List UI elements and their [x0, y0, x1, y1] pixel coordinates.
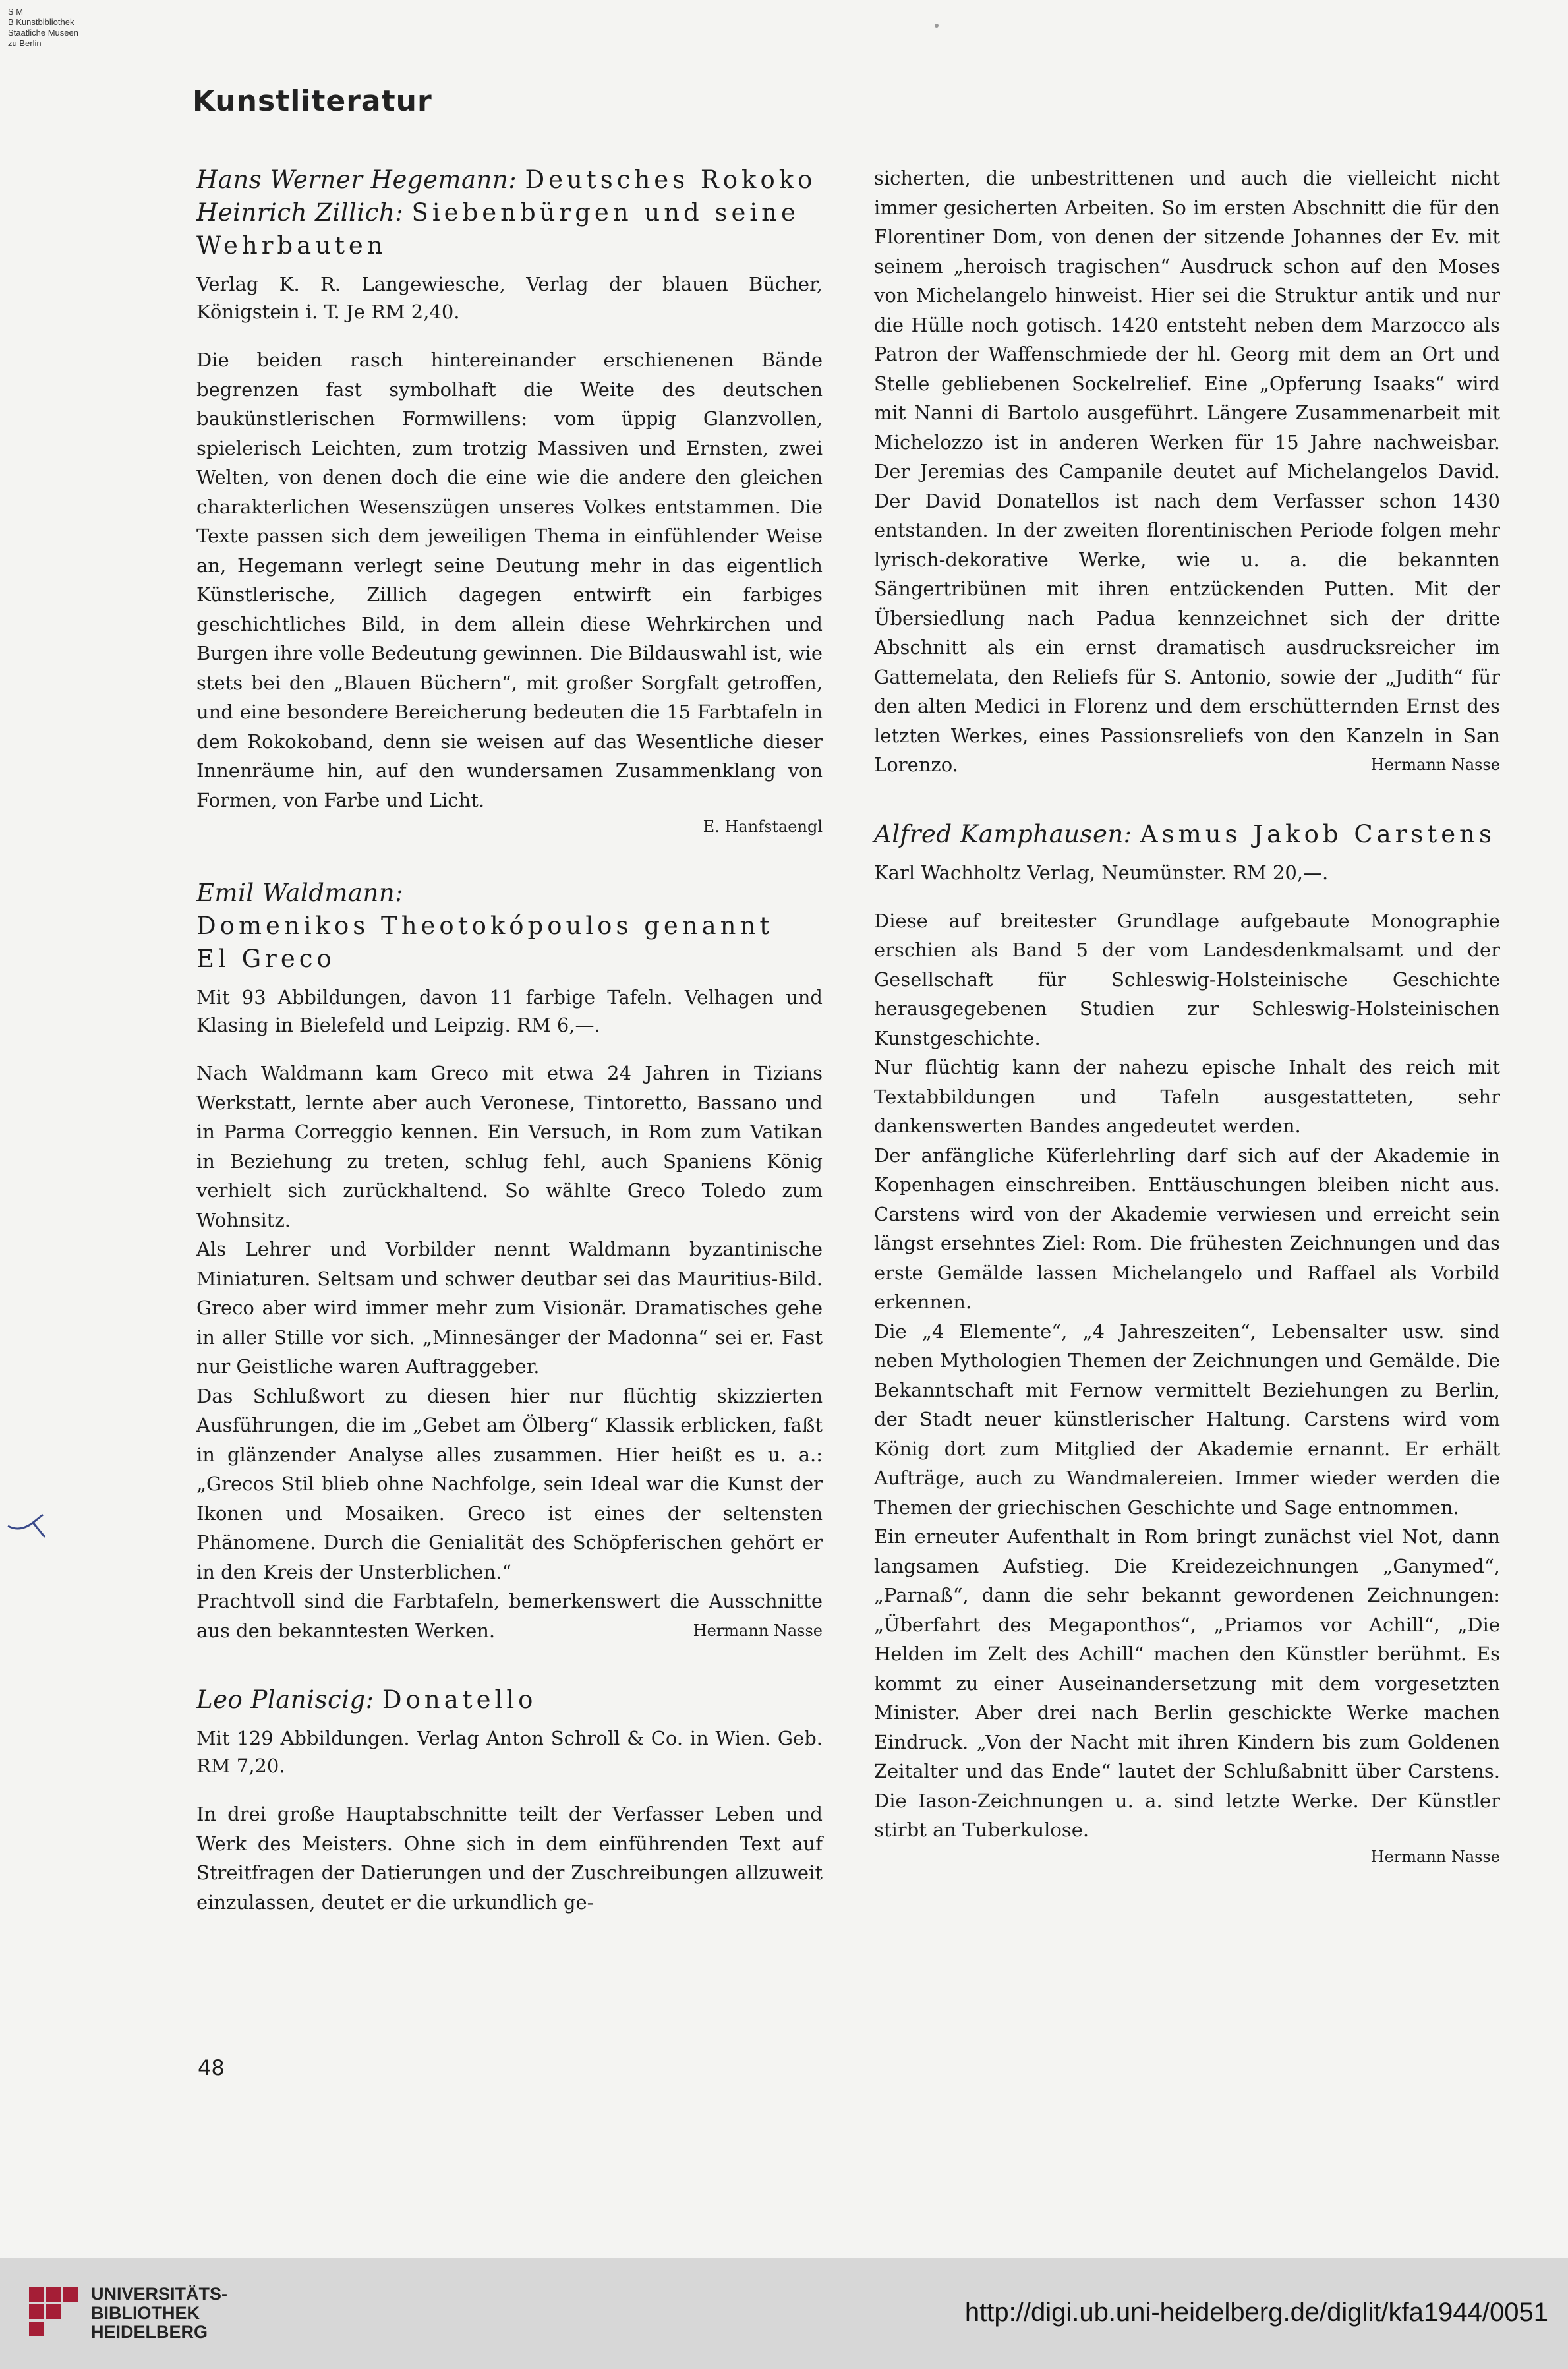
logo-square: [29, 2322, 44, 2336]
review-signature: Hermann Nasse: [1370, 1847, 1500, 1866]
right-column: [874, 163, 1500, 1907]
logo-square: [46, 2287, 61, 2302]
stamp-line: S M: [8, 7, 24, 16]
review-title: Domenikos Theotokópoulos genannt: [196, 912, 774, 940]
stamp-line: Staatliche Museen: [8, 28, 78, 38]
review-title: El Greco: [196, 945, 335, 973]
university-library-logo-icon: [26, 2285, 82, 2340]
logo-square: [46, 2304, 61, 2319]
library-name: [91, 2285, 227, 2342]
review-text: sicherten, die unbestrittenen und auch die vielleicht nicht immer gesicherten Arbeiten. So im ersten Abschnitt die für den Florentiner Dom, von denen der sitzende Johannes der Ev. mit seinem „heroisch tragischen“ Ausdruck schon auf den Moses von Michelangelo hinweist. Hier sei die Struktur antik und nur die Hülle noch gotisch. 1420 entsteht neben dem Marzocco als Patron der Waffenschmiede der hl. Georg mit dem an Ort und Stelle gebliebenen Sockelrelief. Eine „Opferung Isaaks“ wird mit Nanni di Bartolo ausgeführt. Längere Zusammenarbeit mit Michelozzo ist in anderen Werken für 15 Jahre nachweisbar. Der Jeremias des Campanile deutet auf Michelangelos David. Der David Donatellos ist nach dem Verfasser schon 1430 entstanden. In der zweiten florentinischen Periode folgen mehr lyrisch-dekorative Werke, wie u. a. die bekannten Sängertribünen mit ihren entzückenden Putten. Mit der Übersiedlung nach Padua kennzeichnet sich der dritte Abschnitt als ein ernst dramatisch ausdrucksreicher im Gattemelata, den Reliefs für S. Antonio, sowie der „Judith“ für den alten Medici in Florenz und dem erschütternden Ernst des letzten Werkes, eines Passionsreliefs von den Kanzeln in San Lorenzo.: [874, 167, 1500, 776]
logo-square: [29, 2304, 44, 2319]
review-paragraph: Das Schlußwort zu diesen hier nur flüchtig skizzierten Ausführungen, die im „Gebet am Ölberg“ Klassik erblicken, faßt in glänzender Analyse alles zusammen. Hier heißt es u. a.: „Grecos Stil blieb ohne Nachfolge, sein Ideal war die Kunst der Ikonen und Mosaiken. Greco ist eines der seltensten Phänomene. Durch die Genialität des Schöpferischen gehört er in den Kreis der Unsterblichen.“: [196, 1384, 823, 1583]
review-paragraph: Der anfängliche Küferlehrling darf sich auf der Akademie in Kopenhagen einschreiben. Enttäuschungen bleiben nicht aus. Carstens wird von der Akademie verwiesen und erreicht sein längst ersehntes Ziel: Rom. Die frühesten Zeichnungen und das erste Gemälde lassen Michelangelo und Raffael als Vorbild erkennen.: [874, 1144, 1500, 1313]
review-author: Alfred Kamphausen:: [874, 819, 1132, 848]
library-name-line: BIBLIOTHEK: [91, 2303, 200, 2323]
review-donatello-continued: [874, 163, 1500, 780]
library-name-line: HEIDELBERG: [91, 2322, 208, 2342]
stamp-line: zu Berlin: [8, 38, 42, 48]
stamp-line: B Kunstbibliothek: [8, 17, 74, 27]
review-paragraph: Nur flüchtig kann der nahezu epische Inhalt des reich mit Textabbildungen und Tafeln ausgestatteten, sehr dankenswerten Bandes angedeutet werden.: [874, 1056, 1500, 1137]
review-publication-info: Verlag K. R. Langewiesche, Verlag der blauen Bücher, Königstein i. T. Je RM 2,40.: [196, 273, 823, 323]
logo-square: [29, 2287, 44, 2302]
review-text: Die beiden rasch hintereinander erschienenen Bände begrenzen fast symbolhaft die Weite des deutschen baukünstlerischen Formwillens: vom üppig Glanzvollen, spielerisch Leichten, zum trotzig Massiven und Ernsten, zwei Welten, von denen doch die eine wie die andere den gleichen charakterlichen Wesenszügen unseres Volkes entstammen. Die Texte passen sich dem jeweiligen Thema in einfühlender Weise an, Hegemann verlegt seine Deutung mehr in das eigentlich Künstlerische, Zillich dagegen entwirft ein farbiges geschichtliches Bild, in dem allein diese Wehrkirchen und Burgen ihre volle Bedeutung gewinnen. Die Bildauswahl ist, wie stets bei den „Blauen Büchern“, mit großer Sorgfalt getroffen, und eine besondere Bereicherung bedeuten die 15 Farbtafeln in dem Rokokoband, denn sie weisen auf das Wesentliche dieser Innenräume hin, auf den wundersamen Zusammenklang von Formen, von Farbe und Licht.: [196, 349, 823, 811]
margin-pencil-mark: [7, 1509, 53, 1542]
review-author: Heinrich Zillich:: [196, 198, 404, 227]
review-rokoko: [196, 163, 823, 838]
review-publication-info: Karl Wachholtz Verlag, Neumünster. RM 20,—.: [874, 861, 1329, 884]
review-text: In drei große Hauptabschnitte teilt der Verfasser Leben und Werk des Meisters. Ohne sich in dem einführenden Text auf Streitfragen der Datierungen und der Zuschreibungen allzuweit einzulassen, deutet er die urkundlich ge-: [196, 1803, 823, 1914]
review-signature: Hermann Nasse: [693, 1621, 823, 1640]
review-paragraph: Ein erneuter Aufenthalt in Rom bringt zunächst viel Not, dann langsamen Aufstieg. Die Kreidezeichnungen „Ganymed“, „Parnaß“, dann die sehr bekannt gewordenen Zeichnungen: „Überfahrt des Megaponthos“, „Priamos vor Achill“, „Die Helden im Zelt des Achill“ machen den Künstler berühmt. Es kommt zu einer Auseinandersetzung mit dem vorgesetzten Minister. Aber drei nach Berlin geschickte Werke machen Eindruck. „Von der Nacht mit ihren Kindern bis zum Goldenen Zeitalter und das Ende“ lautet der Schlußabnitt über Carstens. Die Iason-Zeichnungen u. a. sind letzte Werke. Der Künstler stirbt an Tuberkulose.: [874, 1525, 1500, 1841]
review-title: Deutsches Rokoko: [525, 165, 817, 194]
library-stamp: [8, 7, 78, 49]
review-title: Donatello: [382, 1685, 537, 1714]
logo-square: [63, 2287, 78, 2302]
review-paragraph: Prachtvoll sind die Farbtafeln, bemerkenswert die Ausschnitte aus den bekanntesten Werken.: [196, 1590, 823, 1642]
review-signature: Hermann Nasse: [1370, 755, 1500, 774]
footer-bar: [0, 2258, 1568, 2369]
review-title: Asmus Jakob Carstens: [1140, 819, 1495, 848]
page-number: 48: [198, 2055, 225, 2080]
review-donatello: [196, 1683, 823, 1917]
review-paragraph: Als Lehrer und Vorbilder nennt Waldmann byzantinische Miniaturen. Seltsam und schwer deutbar sei das Mauritius-Bild. Greco aber wird immer mehr zum Visionär. Dramatisches gehe in aller Stille vor sich. „Minnesänger der Madonna“ sei er. Fast nur Geistliche waren Auftraggeber.: [196, 1238, 823, 1378]
review-carstens: [874, 818, 1500, 1869]
review-author: Leo Planiscig:: [196, 1685, 374, 1714]
review-signature: E. Hanfstaengl: [703, 817, 823, 836]
left-column: [196, 163, 823, 1955]
review-author: Emil Waldmann:: [196, 879, 404, 907]
review-paragraph: Diese auf breitester Grundlage aufgebaute Monographie erschien als Band 5 der vom Landesdenkmalsamt und der Gesellschaft für Schleswig-Holsteinische Geschichte herausgegebenen Studien zur Schleswig-Holsteinischen Kunstgeschichte.: [874, 909, 1500, 1049]
review-author: Hans Werner Hegemann:: [196, 165, 517, 194]
review-el-greco: [196, 877, 823, 1645]
review-publication-info: Mit 93 Abbildungen, davon 11 farbige Tafeln. Velhagen und Klasing in Bielefeld und Leipzig. RM 6,—.: [196, 986, 823, 1036]
library-name-line: UNIVERSITÄTS-: [91, 2284, 228, 2304]
page-title: Kunstliteratur: [192, 84, 432, 118]
source-url-link[interactable]: http://digi.ub.uni-heidelberg.de/diglit/kfa1944/0051: [964, 2298, 1548, 2327]
review-publication-info: Mit 129 Abbildungen. Verlag Anton Schroll & Co. in Wien. Geb. RM 7,20.: [196, 1727, 823, 1777]
review-paragraph: Die „4 Elemente“, „4 Jahreszeiten“, Lebensalter usw. sind neben Mythologien Themen der Zeichnungen und Gemälde. Die Bekanntschaft mit Fernow vermittelt Beziehungen zu Berlin, der Stadt neuer künstlerischer Haltung. Carstens wird vom König dort zum Mitglied der Akademie ernannt. Er erhält Aufträge, auch zu Wandmalereien. Immer wieder werden die Themen der griechischen Geschichte und Sage entnommen.: [874, 1320, 1500, 1519]
review-paragraph: Nach Waldmann kam Greco mit etwa 24 Jahren in Tizians Werkstatt, lernte aber auch Veronese, Tintoretto, Bassano und in Parma Correggio kennen. Ein Versuch, in Rom zum Vatikan in Beziehung zu treten, schlug fehl, auch Spaniens König verhielt sich zurückhaltend. So wählte Greco Toledo zum Wohnsitz.: [196, 1062, 823, 1231]
review-title: Siebenbürgen und seine Wehrbauten: [196, 198, 799, 260]
scan-dot: [935, 24, 939, 28]
